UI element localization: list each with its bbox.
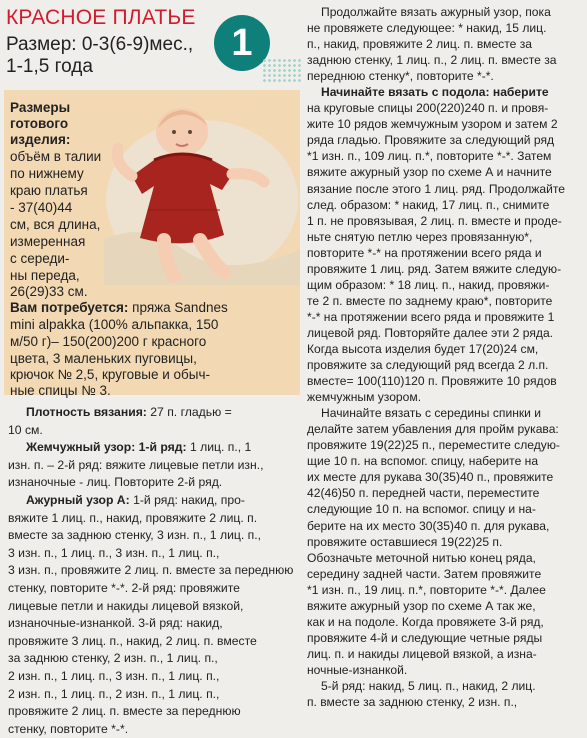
lace-line: 3 изн. п., провяжите 2 лиц. п. вместе за переднюю — [8, 563, 294, 578]
right-line: п., накид, провяжите 2 лиц. п. вместе за — [307, 37, 532, 52]
materials-line: пряжа Sandnes — [132, 300, 228, 315]
pattern-title: КРАСНОЕ ПЛАТЬЕ — [6, 6, 196, 29]
right-line: берите на их место 30(35)40 п. для рукава, — [307, 518, 550, 533]
lace-line: 2 изн. п., 1 лиц. п., 2 изн. п., 1 лиц. п., — [8, 686, 220, 701]
right-line: 5-й ряд: накид, 5 лиц. п., накид, 2 лиц. — [321, 678, 536, 693]
density-text: 27 п. гладью = — [150, 405, 232, 419]
size-line-1: Размер: 0-3(6-9)мес., — [6, 34, 194, 55]
right-line: лицевой ряд. Повторяйте далее эти 2 ряда. — [307, 325, 554, 340]
size-line-2: 1-1,5 года — [6, 56, 93, 77]
right-line: 1 п. не провязывая, 2 лиц. п. вместе и проде- — [307, 213, 562, 228]
right-line: вяжите ажурный узор по схеме А и начните — [307, 165, 552, 180]
right-line: *1 изн. п., 19 лиц. п.*, повторите *-*. Далее — [307, 582, 546, 597]
right-line: *1 изн. п., 109 лиц. п.*, повторите *-*. Затем — [307, 149, 552, 164]
right-line: Начинайте вязать с подола: наберите — [321, 85, 549, 100]
right-line: не провяжете следующее: * накид, 15 лиц. — [307, 21, 547, 36]
materials-line: ные спицы № 3. — [10, 383, 111, 398]
pattern-number-badge: 1 — [214, 15, 270, 71]
lace-line: изнаночные-изнанкой. 3-й ряд: накид, — [8, 616, 223, 631]
lace-label: Ажурный узор А: — [26, 492, 130, 507]
sizes-line: краю платья — [10, 183, 88, 198]
lace-line: лицевые петли и накиды лицевой вязкой, — [8, 598, 244, 613]
right-line: переднюю стенку*, повторите *-*. — [307, 69, 494, 84]
materials-line-1 — [10, 300, 228, 317]
right-line: провяжите оставшиеся 19(22)25 п. — [307, 534, 503, 549]
lace-line — [8, 492, 298, 510]
density-paragraph — [8, 404, 298, 422]
lace-text: 1-й ряд: накид, про- — [133, 492, 245, 507]
right-line: п. вместе за заднюю стенку, 2 изн. п., — [307, 695, 518, 710]
pearl-text: 1 лиц. п., 1 — [189, 440, 252, 455]
right-line: провяжите за следующий ряд всегда 2 л.п. — [307, 358, 549, 373]
baby-in-red-dress-photo — [104, 100, 300, 285]
right-line: жите 10 рядов жемчужным узором и затем 2 — [307, 117, 558, 132]
right-line: провяжите 19(22)25 п., переместите следую- — [307, 438, 560, 453]
materials-line: м/50 г)– 150(200)200 г красного — [10, 334, 207, 349]
right-line: 42(46)50 п. передней части, переместите — [307, 486, 540, 501]
right-line: щие 10 п. на вспомог. спицу, наберите на — [307, 454, 539, 469]
sizes-heading-3: изделия: — [10, 132, 71, 147]
right-line: ночные-изнанкой. — [307, 662, 408, 677]
right-line: Обозначьте меточной нитью конец ряда, — [307, 550, 536, 565]
sizes-line: 26(29)33 см. — [10, 284, 88, 299]
pearl-label: Жемчужный узор: 1-й ряд: — [26, 440, 187, 455]
right-line: середину задней части. Затем провяжите — [307, 566, 542, 581]
right-line: Начинайте вязать с середины спинки и — [321, 406, 542, 421]
materials-heading: Вам потребуется: — [10, 300, 129, 315]
lace-line: стенку, повторите *-*. 2-й ряд: провяжите — [8, 580, 240, 595]
materials-line: mini alpakka (100% альпакка, 150 — [10, 317, 219, 332]
lace-line: провяжите 2 лиц. п. вместе за переднюю — [8, 704, 241, 719]
density-cont: 10 см. — [8, 422, 43, 437]
lace-line: стенку, повторите *-*. — [8, 721, 129, 736]
right-line: делайте затем убавления для пройм рукава: — [307, 422, 559, 437]
pearl-line: изн. п. – 2-й ряд: вяжите лицевые петли изн., — [8, 457, 264, 472]
right-line: заднюю стенку, 1 лиц. п., 2 лиц. п. вместе за — [307, 53, 557, 68]
right-line: ньте снятую петлю через провязанную*, — [307, 229, 533, 244]
right-line: Продолжайте вязать ажурный узор, пока — [321, 5, 551, 19]
sizes-line: см, вся длина, — [10, 217, 101, 232]
right-line: след. образом: * накид, 17 лиц. п., снимите — [307, 197, 550, 212]
right-column — [307, 4, 581, 710]
right-line: их месте для рукава 30(35)40 п., провяжите — [307, 470, 554, 485]
sizes-line: измеренная — [10, 234, 86, 249]
right-line: вяжите ажурный узор по схеме А так же, — [307, 598, 536, 613]
sizes-heading-2: готового — [10, 116, 69, 131]
right-line: жемчужным узором. — [307, 390, 422, 405]
right-line: те 2 п. вместе по заднему краю*, повторите — [307, 293, 553, 308]
materials-line: цвета, 3 маленьких пуговицы, — [10, 351, 197, 366]
lace-line: 3 изн. п., 1 лиц. п., 3 изн. п., 1 лиц. п., — [8, 545, 220, 560]
right-line: провяжите 4-й и следующие четные ряды — [307, 630, 543, 645]
badge-dot-decoration — [262, 58, 302, 82]
lace-line: вместе за заднюю стенку, 3 изн. п., 1 лиц. п., — [8, 528, 262, 543]
sizes-line: объём в талии — [10, 149, 102, 164]
sizes-line: по нижнему — [10, 166, 84, 181]
lace-line: 2 изн. п., 1 лиц. п., 3 изн. п., 1 лиц. п., — [8, 668, 220, 683]
lace-line: вяжите 1 лиц. п., накид, провяжите 2 лиц. п. — [8, 510, 258, 525]
lace-line: провяжите 3 лиц. п., накид, 2 лиц. п. вместе — [8, 633, 257, 648]
right-line: вместе= 100(110)120 п. Провяжите 10 рядов — [307, 374, 557, 389]
sizes-line: с середи- — [10, 251, 70, 266]
right-line: как и на подоле. Когда провяжете 3-й ряд, — [307, 614, 544, 629]
sizes-heading-1: Размеры — [10, 100, 71, 115]
right-line: ряда гладью. Провяжите за следующий ряд — [307, 133, 555, 148]
sizes-line: ны переда, — [10, 268, 80, 283]
right-line: на круговые спицы 200(220)240 п. и провя- — [307, 101, 549, 116]
right-line: вязание после этого 1 лиц. ряд. Продолжайте — [307, 181, 565, 196]
sizes-line: - 37(40)44 — [10, 200, 73, 215]
pearl-line — [8, 439, 298, 457]
pearl-line: изнаночные - лиц. Повторите 2-й ряд. — [8, 475, 223, 490]
left-column — [8, 404, 298, 738]
lace-line: за заднюю стенку, 2 изн. п., 1 лиц. п., — [8, 651, 218, 666]
right-line: следующие 10 п. на вспомог. спицу и на- — [307, 502, 536, 517]
right-line: лиц. п. и накиды лицевой вязкой, а изна- — [307, 646, 537, 661]
density-label: Плотность вязания: — [26, 405, 147, 419]
right-line: Когда высота изделия будет 17(20)24 см, — [307, 341, 539, 356]
right-line: *-* на протяжении всего ряда и провяжите 1 — [307, 309, 555, 324]
right-line: повторите *-* на протяжении всего ряда и — [307, 245, 542, 260]
right-line: провяжите 1 лиц. ряд. Затем вяжите следую- — [307, 261, 562, 276]
materials-line: крючок № 2,5, круговые и обыч- — [10, 367, 210, 382]
right-line: щим образом: * 18 лиц. п., накид, провяжи- — [307, 277, 550, 292]
